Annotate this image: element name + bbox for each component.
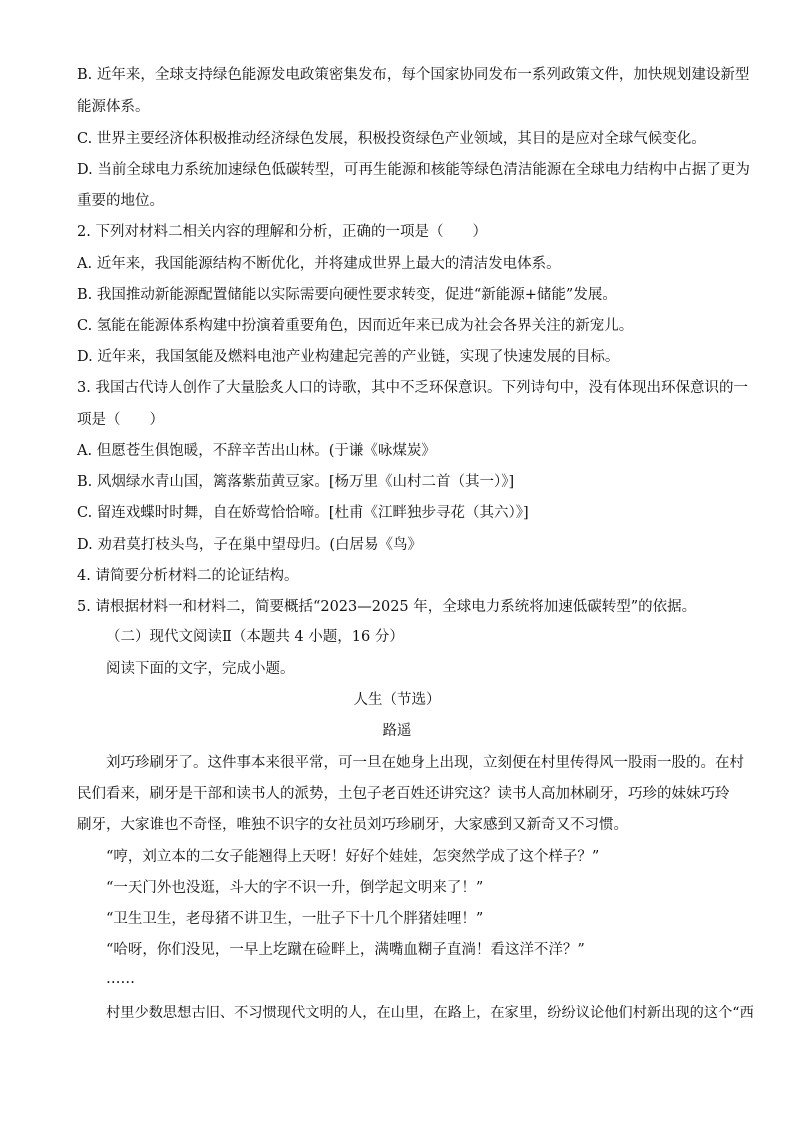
q2-stem: 2. 下列对材料二相关内容的理解和分析，正确的一项是（ ） (77, 224, 487, 240)
section-heading: （二）现代文阅读Ⅱ（本题共 4 小题，16 分） (106, 629, 404, 645)
passage-p1-line2: 民们看来，刷牙是干部和读书人的派势，土包子老百姓还讲究这？读书人高加林刷牙，巧珍的妹妹巧玲 (77, 786, 730, 802)
q2-option-d: D. 近年来，我国氢能及燃料电池产业构建起完善的产业链，实现了快速发展的目标。 (77, 349, 620, 365)
passage-p1-line1: 刘巧珍刷牙了。这件事本来很平常，可一旦在她身上出现，立刻便在村里传得风一股雨一股的。在村 (106, 755, 744, 771)
q2-option-a: A. 近年来，我国能源结构不断优化，并将建成世界上最大的清洁发电体系。 (77, 256, 561, 272)
q3-option-d: D. 劝君莫打枝头鸟，子在巢中望母归。(白居易《鸟》 (77, 537, 422, 553)
passage-p2-line1: 村里少数思想古旧、不习惯现代文明的人，在山里，在路上，在家里，纷纷议论他们村新出现的这个“西 (106, 1005, 754, 1021)
q1-option-d-line2: 重要的地位。 (77, 193, 164, 209)
q1-option-d-line1: D. 当前全球电力系统加速绿色低碳转型，可再生能源和核能等绿色清洁能源在全球电力结构中占据了更为 (77, 162, 750, 178)
q4-stem: 4. 请简要分析材料二的论证结构。 (77, 568, 299, 584)
q2-option-b: B. 我国推动新能源配置储能以实际需要向硬性要求转变，促进“新能源+储能”发展。 (77, 287, 617, 303)
q2-option-c: C. 氢能在能源体系构建中扮演着重要角色，因而近年来已成为社会各界关注的新宠儿。 (77, 318, 634, 334)
section-instruction: 阅读下面的文字，完成小题。 (106, 661, 295, 677)
q3-option-a: A. 但愿苍生俱饱暖，不辞辛苦出山林。(于谦《咏煤炭》 (77, 443, 436, 459)
passage-p1-line3: 刷牙，大家谁也不奇怪，唯独不识字的女社员刘巧珍刷牙，大家感到又新奇又不习惯。 (77, 817, 628, 833)
passage-quote-3: “卫生卫生，老母猪不讲卫生，一肚子下十几个胖猪娃哩！” (106, 911, 484, 927)
passage-title: 人生（节选） (353, 692, 441, 708)
passage-author: 路遥 (382, 723, 412, 739)
passage-quote-2: “一天门外也没逛，斗大的字不识一升，倒学起文明来了！” (106, 880, 484, 896)
q1-option-c: C. 世界主要经济体积极推动经济绿色发展，积极投资绿色产业领域，其目的是应对全球气候变化。 (77, 131, 706, 147)
q3-option-c: C. 留连戏蝶时时舞，自在娇莺恰恰啼。[杜甫《江畔独步寻花（其六）》] (77, 505, 529, 521)
passage-quote-4: “哈呀，你们没见，一早上圪蹴在硷畔上，满嘴血糊子直淌！看这洋不洋？” (106, 942, 585, 958)
q3-option-b: B. 风烟绿水青山国，篱落紫茄黄豆家。[杨万里《山村二首（其一）》] (77, 474, 515, 490)
q1-option-b-line1: B. 近年来，全球支持绿色能源发电政策密集发布，每个国家协同发布一系列政策文件，加快规划建设新型 (77, 67, 750, 83)
passage-ellipsis: …… (106, 971, 135, 987)
q3-stem-line1: 3. 我国古代诗人创作了大量脍炙人口的诗歌，其中不乏环保意识。下列诗句中，没有体现出环保意识的一 (77, 380, 748, 396)
passage-quote-1: “哼，刘立本的二女子能翘得上天呀！好好个娃娃，怎突然学成了这个样子？” (106, 849, 600, 865)
q5-stem: 5. 请根据材料一和材料二，简要概括“2023—2025 年，全球电力系统将加速低碳转型”的依据。 (77, 599, 697, 615)
q1-option-b-line2: 能源体系。 (77, 99, 150, 115)
q3-stem-line2: 项是（ ） (77, 412, 164, 428)
